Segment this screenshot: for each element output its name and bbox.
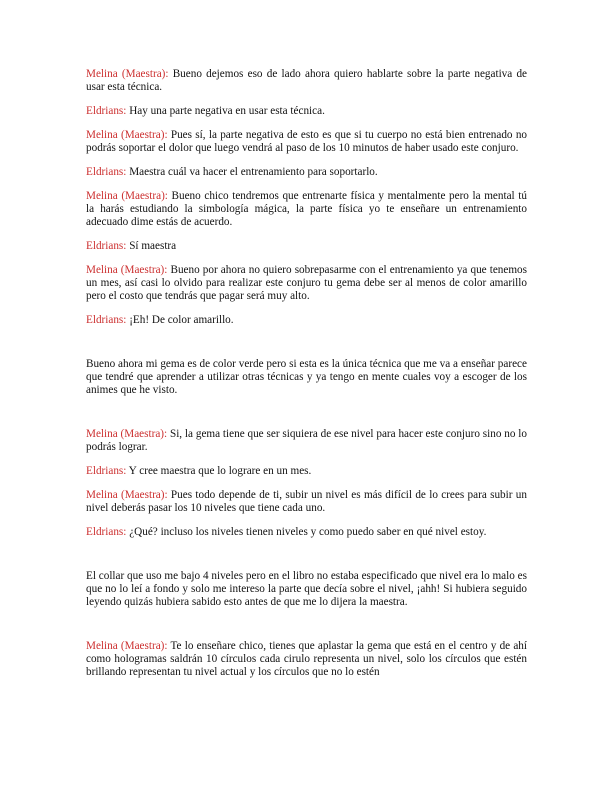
dialogue-paragraph: [86, 640, 527, 679]
speaker-name: Melina (Maestra):: [86, 640, 168, 652]
speaker-name: Melina (Maestra):: [86, 129, 168, 141]
narration-paragraph: [86, 570, 527, 609]
dialogue-paragraph: [86, 264, 527, 303]
paragraph-text: Bueno chico tendremos que entrenarte física y mentalmente pero la mental tú la harás estudiando la simbología mágica, la parte física yo te enseñare un entrenamiento adecuado dime estás de acuerdo.: [86, 190, 527, 228]
paragraph-text: ¿Qué? incluso los niveles tienen niveles y como puedo saber en qué nivel estoy.: [126, 526, 487, 538]
speaker-name: Melina (Maestra):: [86, 489, 168, 501]
paragraph-text: Maestra cuál va hacer el entrenamiento para soportarlo.: [126, 166, 378, 178]
speaker-name: Melina (Maestra):: [86, 190, 168, 202]
speaker-name: Eldrians:: [86, 314, 127, 326]
speaker-name: Melina (Maestra):: [86, 264, 168, 276]
narration-paragraph: [86, 358, 527, 397]
dialogue-paragraph: [86, 166, 527, 179]
paragraph-text: Y cree maestra que lo lograre en un mes.: [126, 465, 312, 477]
paragraph-text: Te lo enseñare chico, tienes que aplastar la gema que está en el centro y de ahí como hologramas saldrán 10 círculos cada cirulo representa un nivel, solo los círculos que estén brillando representan tu nivel actual y los círculos que no lo estén: [86, 640, 527, 678]
dialogue-paragraph: [86, 465, 527, 478]
dialogue-paragraph: [86, 240, 527, 253]
speaker-name: Eldrians:: [86, 166, 127, 178]
dialogue-paragraph: [86, 190, 527, 229]
paragraph-text: ¡Eh! De color amarillo.: [126, 314, 234, 326]
paragraph-text: Bueno por ahora no quiero sobrepasarme con el entrenamiento ya que tenemos un mes, así casi lo olvido para realizar este conjuro tu gema debe ser al menos de color amarillo pero el costo que tendrás que pagar será muy alto.: [86, 264, 528, 302]
speaker-name: Eldrians:: [86, 105, 127, 117]
dialogue-paragraph: [86, 105, 527, 118]
paragraph-text: Bueno dejemos eso de lado ahora quiero hablarte sobre la parte negativa de usar esta técnica.: [86, 68, 528, 93]
speaker-name: Eldrians:: [86, 240, 127, 252]
paragraph-text: Si, la gema tiene que ser siquiera de ese nivel para hacer este conjuro sino no lo podrás lograr.: [86, 428, 527, 453]
paragraph-text: Sí maestra: [126, 240, 177, 252]
dialogue-paragraph: [86, 314, 527, 327]
dialogue-paragraph: [86, 489, 527, 515]
paragraph-text: Pues todo depende de ti, subir un nivel es más difícil de lo crees para subir un nivel deberás pasar los 10 niveles que tiene cada uno.: [86, 489, 527, 514]
dialogue-paragraph: [86, 68, 527, 94]
paragraph-text: Pues sí, la parte negativa de esto es que si tu cuerpo no está bien entrenado no podrás soportar el dolor que luego vendrá al paso de los 10 minutos de haber usado este conjuro.: [86, 129, 528, 154]
document-body: [86, 68, 527, 679]
speaker-name: Melina (Maestra):: [86, 428, 168, 440]
paragraph-text: El collar que uso me bajo 4 niveles pero en el libro no estaba especificado que nivel era lo malo es que no lo leí a fondo y solo me intereso la parte que decía sobre el nivel, ¡ahh! Si hubiera seguido leyendo quizás hubiera sabido esto antes de que me lo dijera la maestra.: [86, 570, 527, 608]
speaker-name: Melina (Maestra):: [86, 68, 169, 80]
speaker-name: Eldrians:: [86, 465, 127, 477]
speaker-name: Eldrians:: [86, 526, 127, 538]
dialogue-paragraph: [86, 129, 527, 155]
paragraph-text: Hay una parte negativa en usar esta técnica.: [126, 105, 325, 117]
dialogue-paragraph: [86, 428, 527, 454]
dialogue-paragraph: [86, 526, 527, 539]
paragraph-text: Bueno ahora mi gema es de color verde pero si esta es la única técnica que me va a enseñar parece que tendré que aprender a utilizar otras técnicas y ya tengo en mente cuales voy a escoger de los animes que he visto.: [86, 358, 527, 396]
